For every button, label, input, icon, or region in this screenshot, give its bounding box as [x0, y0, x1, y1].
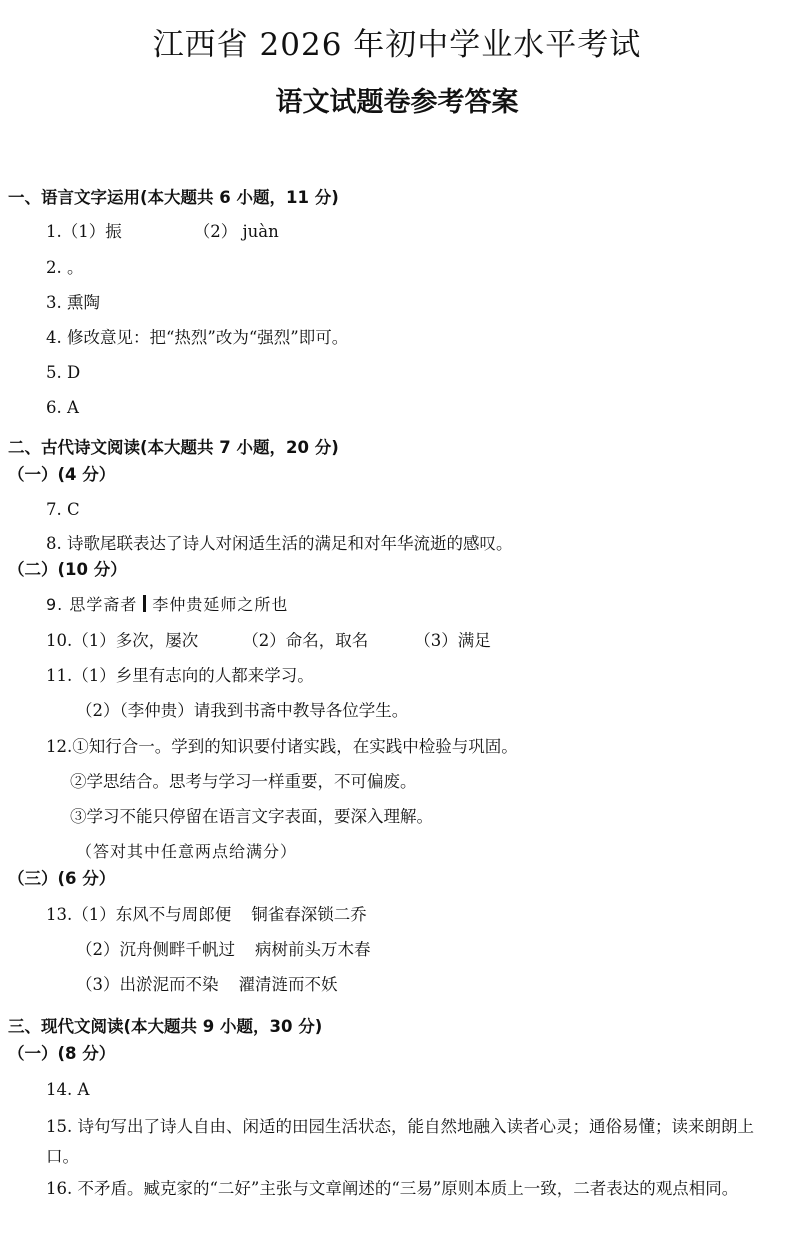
answer-13-3a: （3）出淤泥而不染: [76, 975, 219, 994]
answer-9-part1: 9. 思学斋者: [46, 595, 138, 614]
answer-1: [46, 220, 279, 244]
section-2-part-1: （一）(4 分）: [8, 465, 116, 484]
section-2-part-3: （三）(6 分）: [8, 869, 116, 888]
answer-10-part3: （3）满足: [414, 631, 491, 650]
answer-11-part2: （2）（李仲贵）请我到书斋中教导各位学生。: [76, 701, 409, 720]
answer-13-1a: 13.（1）东风不与周郎便: [46, 905, 232, 924]
answer-13-1b: 铜雀春深锁二乔: [251, 905, 367, 924]
answer-16: 16. 不矛盾。臧克家的“二好”主张与文章阐述的“三易”原则本质上一致，二者表达的观点相同。: [46, 1179, 739, 1198]
answer-9: [46, 593, 288, 617]
answer-9-part2: 李仲贵延师之所也: [152, 595, 289, 614]
answer-12-point1: 12.①知行合一。学到的知识要付诸实践，在实践中检验与巩固。: [46, 737, 518, 756]
answer-10-part1: 10.（1）多次，屡次: [46, 631, 199, 650]
answer-1-part2: （2） juàn: [193, 222, 279, 241]
answer-10: [46, 629, 491, 653]
answer-2: 2. 。: [46, 258, 84, 277]
answer-14: 14. A: [46, 1080, 90, 1099]
answer-8: 8. 诗歌尾联表达了诗人对闲适生活的满足和对年华流逝的感叹。: [46, 534, 513, 553]
answer-1-part1: 1.（1）振: [46, 222, 122, 241]
page-subtitle: 语文试题卷参考答案: [275, 87, 519, 118]
answer-4: 4. 修改意见：把“热烈”改为“强烈”即可。: [46, 328, 349, 347]
answer-15: 15. 诗句写出了诗人自由、闲适的田园生活状态，能自然地融入读者心灵；通俗易懂；读来朗朗上口。: [46, 1117, 754, 1166]
answer-10-part2: （2）命名，取名: [242, 631, 369, 650]
answer-13-2b: 病树前头万木春: [255, 940, 371, 959]
section-3-heading: 三、现代文阅读(本大题共 9 小题，30 分): [8, 1017, 323, 1036]
answer-3: 3. 熏陶: [46, 293, 100, 312]
answer-7: 7. C: [46, 500, 80, 519]
section-2-part-2: （二）(10 分）: [8, 560, 127, 579]
answer-13-line3: [76, 973, 338, 997]
answer-13-line1: [46, 903, 367, 927]
page-title: 江西省 2026 年初中学业水平考试: [152, 27, 642, 63]
answer-12-point3: ③学习不能只停留在语言文字表面，要深入理解。: [70, 807, 433, 826]
answer-12-note: （答对其中任意两点给满分）: [76, 842, 298, 861]
answer-11-part1: 11.（1）乡里有志向的人都来学习。: [46, 666, 314, 685]
section-2-heading: 二、古代诗文阅读(本大题共 7 小题，20 分): [8, 438, 339, 457]
answer-5: 5. D: [46, 363, 81, 382]
answer-13-line2: [76, 938, 371, 962]
answer-6: 6. A: [46, 398, 79, 417]
pause-mark: [143, 595, 146, 612]
answer-12-point2: ②学思结合。思考与学习一样重要，不可偏废。: [70, 772, 417, 791]
answer-13-2a: （2）沉舟侧畔千帆过: [76, 940, 235, 959]
answer-13-3b: 濯清涟而不妖: [238, 975, 338, 994]
section-1-heading: 一、语言文字运用(本大题共 6 小题，11 分): [8, 188, 339, 207]
section-3-part-1: （一）(8 分）: [8, 1044, 116, 1063]
